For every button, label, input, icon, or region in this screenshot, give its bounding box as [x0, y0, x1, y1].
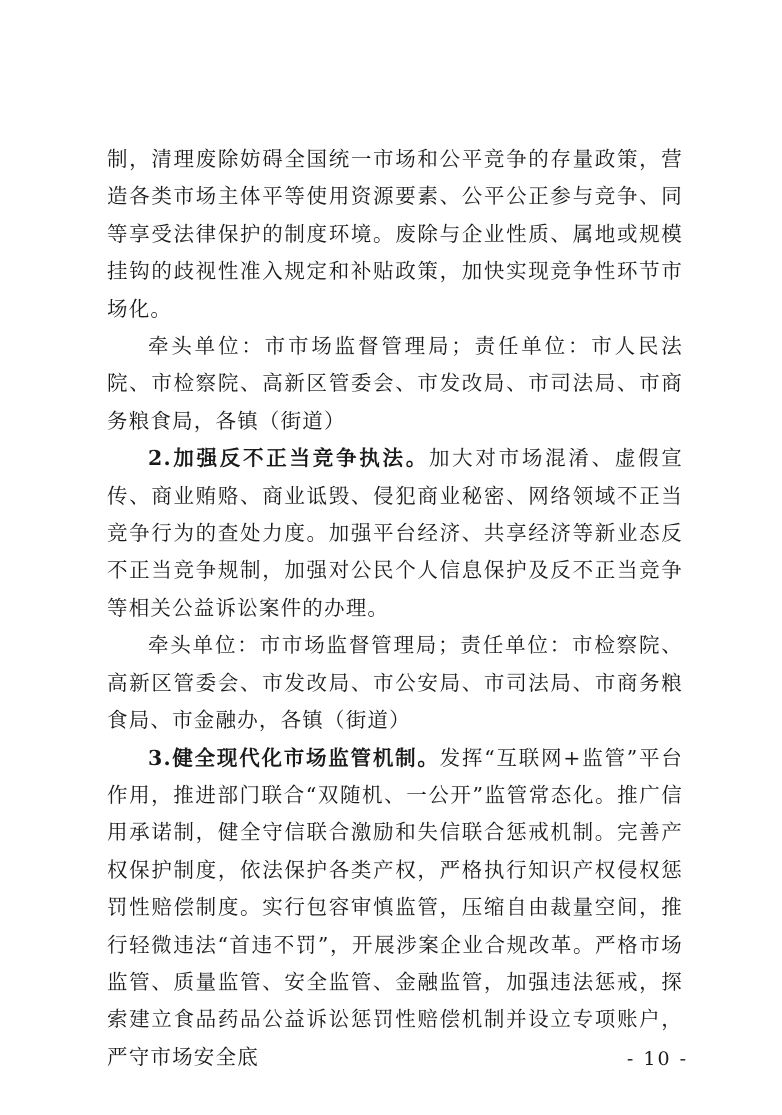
paragraph-item-3: [107, 740, 683, 1077]
paragraph-text: 加大对市场混淆、虚假宣传、商业贿赂、商业诋毁、侵犯商业秘密、网络领域不正当竞争行为的查处力度。加强平台经济、共享经济等新业态反不正当竞争规制，加强对公民个人信息保护及反不正当竞争等相关公益诉讼案件的办理。: [107, 446, 683, 620]
paragraph-text: 发挥“互联网+监管”平台作用，推进部门联合“双随机、一公开”监管常态化。推广信用承诺制，健全守信联合激励和失信联合惩戒机制。完善产权保护制度，依法保护各类产权，严格执行知识产权侵权惩罚性赔偿制度。实行包容审慎监管，压缩自由裁量空间，推行轻微违法“首违不罚”，开展涉案企业合规改革。严格市场监管、质量监管、安全监管、金融监管，加强违法惩戒，探索建立食品药品公益诉讼惩罚性赔偿机制并设立专项账户，严守市场安全底: [107, 745, 683, 1069]
document-body: [107, 141, 683, 1076]
item-heading: 2.加强反不正当竞争执法。: [148, 446, 429, 471]
paragraph-continuation: [107, 141, 683, 328]
paragraph-text: 牵头单位：市市场监督管理局；责任单位：市人民法院、市检察院、高新区管委会、市发改局、市司法局、市商务粮食局，各镇（街道）: [107, 334, 683, 433]
paragraph-responsible-units-1: [107, 328, 683, 440]
paragraph-item-2: [107, 440, 683, 627]
page-number: - 10 -: [626, 1048, 688, 1070]
paragraph-text: 牵头单位：市市场监督管理局；责任单位：市检察院、高新区管委会、市发改局、市公安局、市司法局、市商务粮食局、市金融办，各镇（街道）: [107, 633, 683, 733]
paragraph-responsible-units-2: [107, 627, 683, 739]
paragraph-text: 制，清理废除妨碍全国统一市场和公平竞争的存量政策，营造各类市场主体平等使用资源要素、公平公正参与竞争、同等享受法律保护的制度环境。废除与企业性质、属地或规模挂钩的歧视性准入规定和补贴政策，加快实现竞争性环节市场化。: [107, 147, 683, 321]
item-heading: 3.健全现代化市场监管机制。: [148, 745, 440, 770]
